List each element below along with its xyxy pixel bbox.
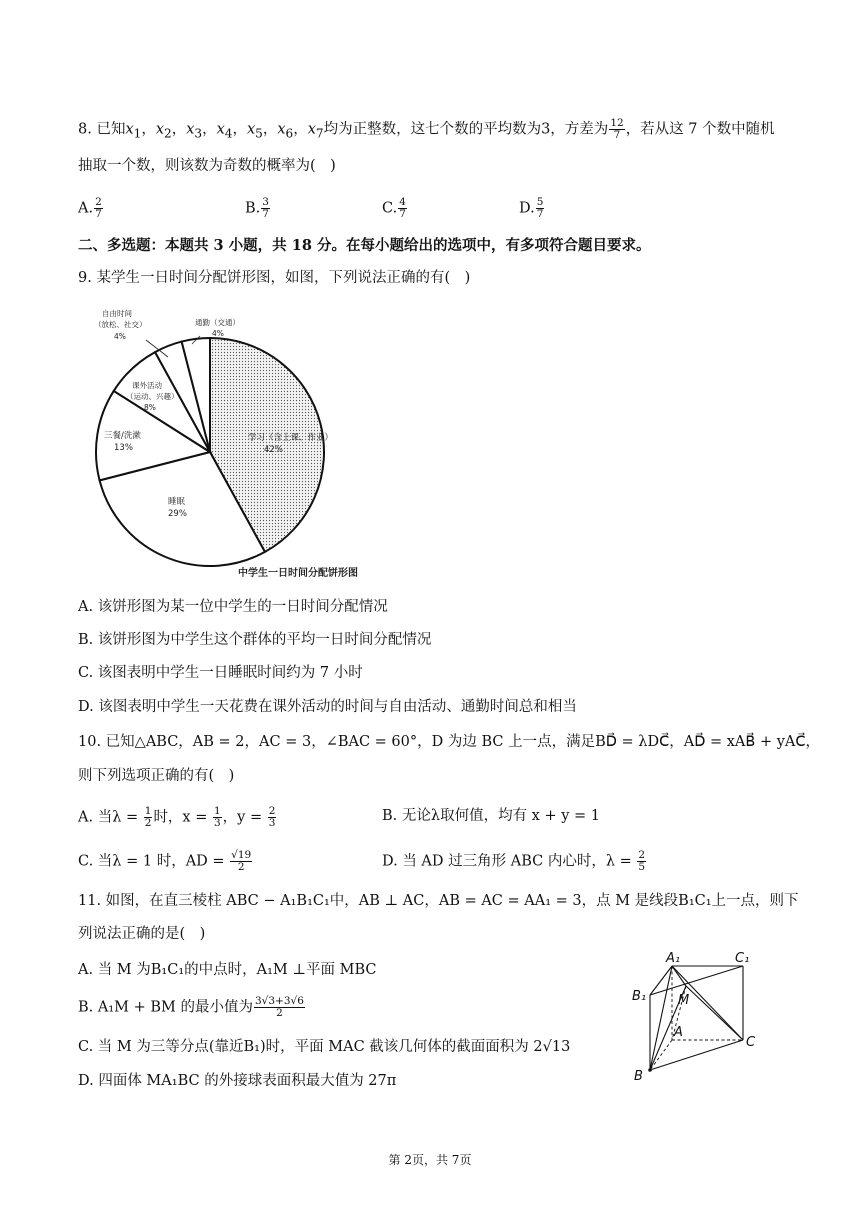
q11-option-c: C. 当 M 为三等分点(靠近B₁)时，平面 MAC 截该几何体的截面面积为 2√13 (78, 1039, 571, 1055)
q8-option-c: C. $\frac{4}{7}$ (382, 196, 406, 220)
label-c: C (746, 1035, 756, 1050)
pct-commute: 4% (212, 329, 224, 338)
label-b1: B₁ (632, 989, 647, 1004)
label-a: A (674, 1025, 683, 1040)
q10-option-b: B. 无论λ取何值，均有 x + y = 1 (382, 808, 601, 824)
q11-option-b: B. A₁M + BM 的最小值为 $\frac{3√3+3√6}{2}$ (78, 995, 304, 1019)
label-activity-1: 课外活动 (132, 381, 162, 390)
q9-option-a: A. 该饼形图为某一位中学生的一日时间分配情况 (78, 599, 388, 615)
pct-study: 42% (264, 445, 283, 455)
q11-line1: 11. 如图，在直三棱柱 ABC − A₁B₁C₁中，AB ⊥ AC，AB = AC = AA₁ = 3，点 M 是线段B₁C₁上一点，则下 (78, 893, 799, 909)
chart-title: 中学生一日时间分配饼形图 (238, 568, 358, 579)
q9-stem: 9. 某学生一日时间分配饼形图，如图，下列说法正确的有( ) (78, 270, 471, 286)
q8-option-b: B. $\frac{3}{7}$ (245, 196, 269, 220)
label-b: B (634, 1069, 643, 1084)
label-meals: 三餐/洗漱 (104, 431, 141, 441)
q10-option-d: D. 当 AD 过三角形 ABC 内心时，λ = $\frac{2}{5}$ (382, 849, 646, 873)
q8-line2: 抽取一个数，则该数为奇数的概率为( ) (78, 158, 336, 174)
edge-b1-c1 (650, 966, 743, 995)
q11-line2: 列说法正确的是( ) (78, 926, 206, 942)
label-free-2: （放松、社交） (94, 320, 147, 329)
label-activity-2: （运动、兴趣） (126, 392, 179, 401)
pie-chart (88, 300, 388, 582)
q10-option-a: A. 当λ = $\frac{1}{2}$ 时，x = $\frac{1}{3}$ ，y = $\frac{2}{3}$ (78, 805, 276, 829)
variance-fraction: $\frac{12}{7}$ (610, 117, 624, 141)
prism-figure (628, 950, 768, 1085)
label-free-1: 自由时间 (102, 309, 132, 318)
label-study: 学习（含上课、作业） (248, 433, 334, 443)
q9-option-c: C. 该图表明中学生一日睡眠时间约为 7 小时 (78, 665, 363, 681)
section-heading: 二、多选题：本题共 3 小题，共 18 分。在每小题给出的选项中，有多项符合题目要求。 (78, 237, 651, 254)
q8-option-a: A. $\frac{2}{7}$ (78, 196, 102, 220)
q11-option-d: D. 四面体 MA₁BC 的外接球表面积最大值为 27π (78, 1073, 397, 1089)
line-a1-m (672, 966, 686, 986)
q10-line1: 10. 已知△ABC，AB = 2，AC = 3，∠BAC = 60°，D 为边 BC 上一点，满足BD⃗ = λDC⃗，AD⃗ = xAB⃗ + yAC⃗， (78, 734, 820, 750)
q9-option-d: D. 该图表明中学生一天花费在课外活动的时间与自由活动、通勤时间总和相当 (78, 699, 577, 715)
label-commute: 通勤（交通） (195, 318, 240, 327)
pct-sleep: 29% (168, 509, 187, 519)
pct-activity: 8% (144, 403, 156, 412)
point-b (648, 1068, 652, 1072)
q9-option-b: B. 该饼形图为中学生这个群体的平均一日时间分配情况 (78, 632, 432, 648)
q8-line1: 8. 已知$x_1$，$x_2$，$x_3$，$x_4$，$x_5$，$x_6$，$x_7$均为正整数，这七个数的平均数为3，方差为 $\frac{12}{7}$ ，若从这 7 个数中随机 (78, 117, 775, 141)
label-c1: C₁ (735, 951, 750, 966)
label-m: M (678, 993, 690, 1008)
q10-option-c: C. 当λ = 1 时，AD = $\frac{√19}{2}$ (78, 849, 252, 873)
line-m-c (686, 986, 743, 1040)
q8-option-d: D. $\frac{5}{7}$ (519, 196, 544, 220)
pct-free: 4% (114, 332, 126, 341)
edge-b-c (650, 1040, 743, 1070)
label-a1: A₁ (666, 951, 681, 966)
page-footer: 第 2页，共 7页 (388, 1153, 472, 1167)
label-sleep: 睡眠 (168, 497, 186, 507)
pct-meals: 13% (114, 443, 133, 453)
q11-option-a: A. 当 M 为B₁C₁的中点时，A₁M ⊥平面 MBC (78, 962, 377, 978)
q10-line2: 则下列选项正确的有( ) (78, 768, 235, 784)
